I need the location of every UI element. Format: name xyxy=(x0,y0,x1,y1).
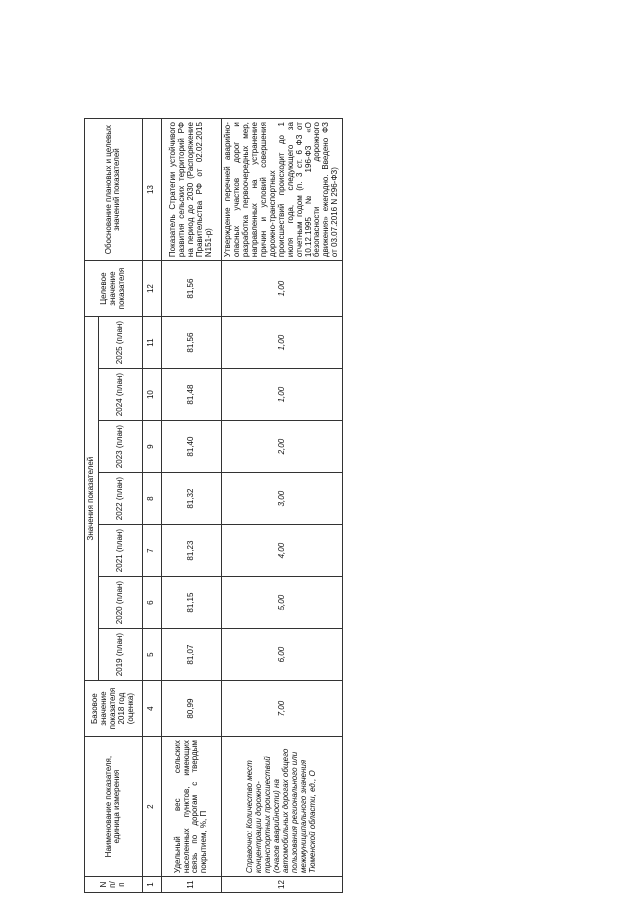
header-basis: Обоснование плановых и целевых значений показателей xyxy=(85,119,143,261)
column-number-row xyxy=(142,119,161,893)
row-number: 12 xyxy=(221,877,342,893)
indicator-name: Справочно: Количество мест концентрации дорожно-транспортных происшествий (очагов аварийности) на автомобильных дорогах общего пользования регионального или межмуниципального значения Тюменской области, ед., О xyxy=(221,737,342,877)
value-2023: 81,40 xyxy=(161,421,221,473)
row-number: 11 xyxy=(161,877,221,893)
header-2019: 2019 (план) xyxy=(98,629,142,681)
header-2024: 2024 (план) xyxy=(98,369,142,421)
header-name: Наименование показателя, единица измерения xyxy=(85,737,143,877)
target-value: 1,00 xyxy=(221,261,342,317)
value-2020: 81,15 xyxy=(161,577,221,629)
value-2019: 81,07 xyxy=(161,629,221,681)
col-number: 8 xyxy=(142,473,161,525)
header-values-group: Значения показателей xyxy=(85,317,99,681)
basis-text: Показатель Стратегии устойчивого развития сельских территорий РФ на период до 2030 (Распоряжение Правительства РФ от 02.02.2015 N151-р) xyxy=(161,119,221,261)
value-2022: 81,32 xyxy=(161,473,221,525)
base-value: 80,99 xyxy=(161,681,221,737)
target-value: 81,56 xyxy=(161,261,221,317)
col-number: 11 xyxy=(142,317,161,369)
header-base: Базовое значение показателя 2018 год (оценка) xyxy=(85,681,143,737)
header-2021: 2021 (план) xyxy=(98,525,142,577)
value-2025: 1,00 xyxy=(221,317,342,369)
col-number: 13 xyxy=(142,119,161,261)
header-2020: 2020 (план) xyxy=(98,577,142,629)
col-number: 10 xyxy=(142,369,161,421)
value-2022: 3,00 xyxy=(221,473,342,525)
col-number: 12 xyxy=(142,261,161,317)
value-2019: 6,00 xyxy=(221,629,342,681)
col-number: 5 xyxy=(142,629,161,681)
value-2020: 5,00 xyxy=(221,577,342,629)
header-2022: 2022 (план) xyxy=(98,473,142,525)
indicator-name: Удельный вес сельских населенных пунктов, имеющих связь по дорогам с твердым покрытием, %, П xyxy=(161,737,221,877)
col-number: 9 xyxy=(142,421,161,473)
header-2025: 2025 (план) xyxy=(98,317,142,369)
value-2021: 81,23 xyxy=(161,525,221,577)
indicators-table xyxy=(84,118,343,893)
value-2025: 81,56 xyxy=(161,317,221,369)
table-row xyxy=(221,119,342,893)
col-number: 4 xyxy=(142,681,161,737)
base-value: 7,00 xyxy=(221,681,342,737)
value-2023: 2,00 xyxy=(221,421,342,473)
col-number: 1 xyxy=(142,877,161,893)
table-row xyxy=(161,119,221,893)
value-2024: 81,48 xyxy=(161,369,221,421)
basis-text: Утверждение перечней аварийно-опасных участков дорог и разработка первоочередных мер, направленных на устранение причин и условий совершения дорожно-транспортных происшествий происходит до 1 июля года, следующего за отчетным годом (п. 3 ст. 6 ФЗ от 10.12.1995 № 196-ФЗ «О безопасности дорожного движения» ежегодно. Введено ФЗ от 03.07.2016 N 296-ФЗ) xyxy=(221,119,342,261)
value-2024: 1,00 xyxy=(221,369,342,421)
col-number: 6 xyxy=(142,577,161,629)
value-2021: 4,00 xyxy=(221,525,342,577)
header-target: Целевое значение показателя xyxy=(85,261,143,317)
col-number: 7 xyxy=(142,525,161,577)
header-n: N п/п xyxy=(85,877,143,893)
col-number: 2 xyxy=(142,737,161,877)
header-2023: 2023 (план) xyxy=(98,421,142,473)
